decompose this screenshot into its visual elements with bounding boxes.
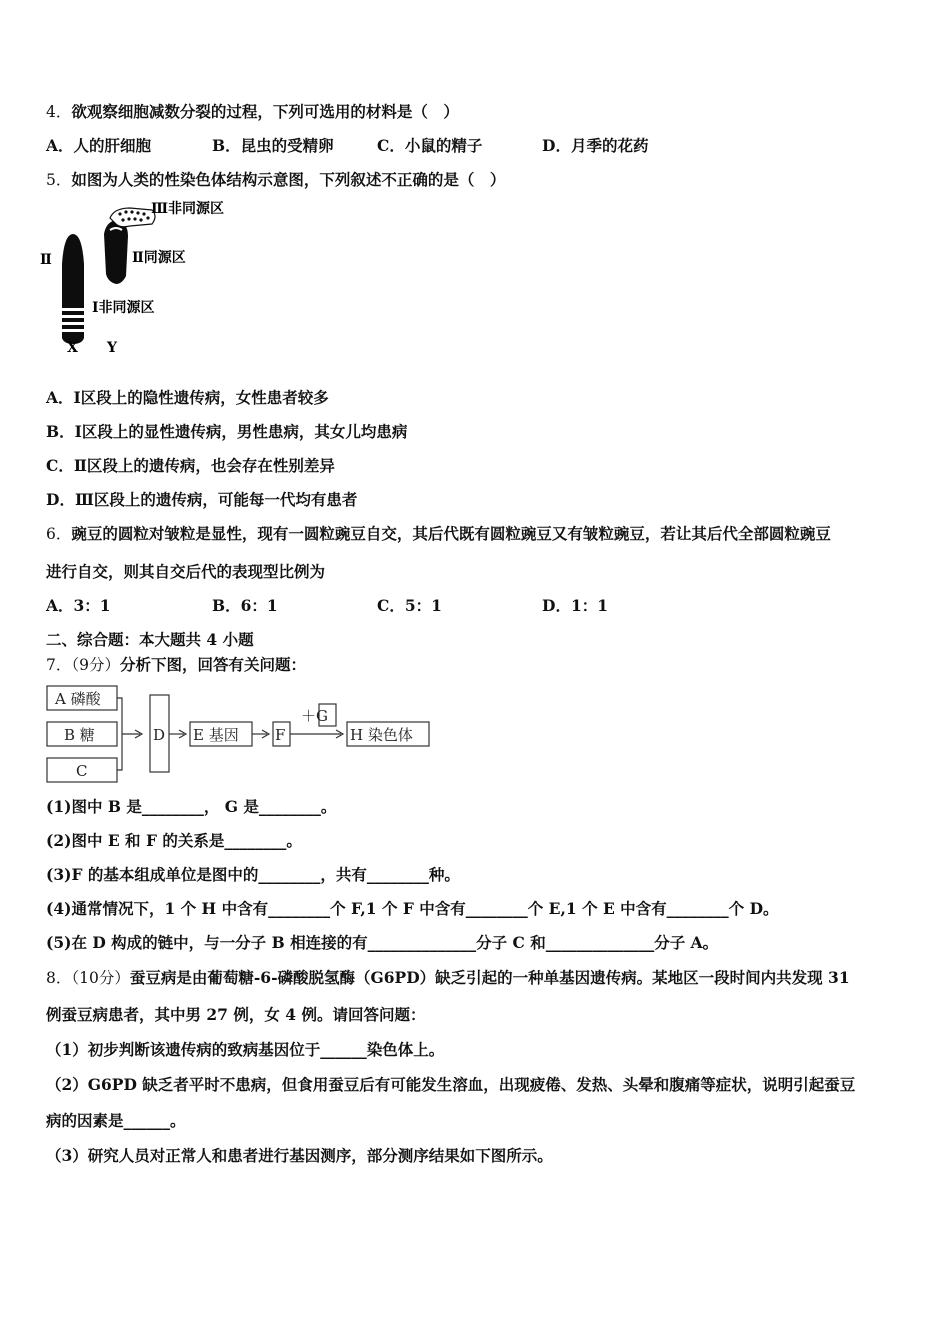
q5-stem-text: 如图为人类的性染色体结构示意图，下列叙述不正确的是（ ）	[71, 170, 506, 189]
q8-part-1: （1）初步判断该遗传病的致病基因位于______染色体上。	[46, 1040, 445, 1059]
q4-option-d: D．月季的花药	[542, 136, 649, 155]
x-chromosome	[62, 234, 84, 344]
label-b: B 糖	[64, 726, 95, 744]
q8-part-2-line1: （2）G6PD 缺乏者平时不患病，但食用蚕豆后有可能发生溶血，出现疲倦、发热、头晕和腹痛等症状，说明引起蚕豆	[46, 1075, 856, 1094]
q8-part-2-line2: 病的因素是______。	[46, 1111, 186, 1130]
q4-stem-text: 欲观察细胞减数分裂的过程，下列可选用的材料是（ ）	[71, 102, 459, 121]
q4-number: 4．	[46, 103, 72, 121]
q7-part-3: (3)F 的基本组成单位是图中的________，共有________种。	[46, 865, 460, 884]
q6-option-a: A．3：1	[46, 596, 111, 615]
section-2-heading: 二、综合题：本大题共 4 小题	[46, 630, 254, 649]
label-ii-homologous: Ⅱ同源区	[132, 250, 186, 266]
label-f: F	[275, 726, 286, 744]
q5-option-c: C．Ⅱ区段上的遗传病，也会存在性别差异	[46, 456, 335, 475]
q6-stem1-text: 豌豆的圆粒对皱粒是显性，现有一圆粒豌豆自交，其后代既有圆粒豌豆又有皱粒豌豆，若让其后代全部圆粒豌豆	[71, 524, 831, 543]
q8-part-3: （3）研究人员对正常人和患者进行基因测序，部分测序结果如下图所示。	[46, 1146, 553, 1165]
label-x: X	[67, 340, 78, 356]
q8-stem-line2: 例蚕豆病患者，其中男 27 例，女 4 例。请回答问题：	[46, 1005, 426, 1024]
q6-option-b: B．6：1	[212, 596, 278, 615]
label-ii-left: Ⅱ	[40, 252, 52, 268]
label-i-nonhomologous: Ⅰ非同源区	[92, 300, 155, 316]
q5-number: 5．	[46, 171, 72, 189]
label-d: D	[153, 726, 166, 744]
bracket	[117, 698, 122, 770]
q4-stem	[46, 102, 459, 122]
q4-option-c: C．小鼠的精子	[377, 136, 483, 155]
q6-stem-line1	[46, 524, 831, 544]
q5-option-a: A．Ⅰ区段上的隐性遗传病，女性患者较多	[46, 388, 329, 407]
dna-composition-diagram	[44, 684, 436, 786]
q8-score: （10分）	[71, 969, 130, 987]
y-chromosome	[104, 208, 155, 284]
q8-stem1-text: 蚕豆病是由葡萄糖-6-磷酸脱氢酶（G6PD）缺乏引起的一种单基因遗传病。某地区一段时间内共发现 31	[129, 968, 850, 987]
q8-stem-line1	[46, 968, 850, 988]
q6-option-d: D．1：1	[542, 596, 609, 615]
q7-part-2: (2)图中 E 和 F 的关系是________。	[46, 831, 302, 850]
q4-option-b: B．昆虫的受精卵	[212, 136, 334, 155]
q5-option-b: B．I区段上的显性遗传病，男性患病，其女儿均患病	[46, 422, 408, 441]
label-e: E 基因	[193, 726, 239, 744]
q7-stem	[46, 655, 306, 675]
q6-option-c: C．5：1	[377, 596, 442, 615]
label-y: Y	[107, 340, 117, 356]
q7-part-5: (5)在 D 构成的链中，与一分子 B 相连接的有______________分子 C 和______________分子 A。	[46, 933, 719, 952]
label-iii-nonhomologous: Ⅲ非同源区	[151, 201, 225, 217]
q5-option-d: D．Ⅲ区段上的遗传病，可能每一代均有患者	[46, 490, 358, 509]
q7-number: 7．	[46, 656, 72, 674]
q7-part-4: (4)通常情况下，1 个 H 中含有________个 F,1 个 F 中含有________个 E,1 个 E 中含有________个 D。	[46, 899, 779, 918]
sex-chromosome-figure	[40, 196, 230, 360]
q5-stem	[46, 170, 505, 190]
label-a: A 磷酸	[55, 690, 101, 708]
q7-part-1: (1)图中 B 是________， G 是________。	[46, 797, 337, 816]
q4-option-a: A．人的肝细胞	[46, 136, 152, 155]
label-h: H 染色体	[350, 726, 413, 744]
q6-stem-line2: 进行自交，则其自交后代的表现型比例为	[46, 562, 326, 581]
q7-score: （9分）	[71, 656, 120, 674]
q7-stem-text: 分析下图，回答有关问题：	[120, 655, 307, 674]
label-c: C	[76, 762, 88, 780]
q6-number: 6．	[46, 525, 72, 543]
q8-number: 8．	[46, 969, 72, 987]
label-g: ＋G	[301, 707, 328, 725]
